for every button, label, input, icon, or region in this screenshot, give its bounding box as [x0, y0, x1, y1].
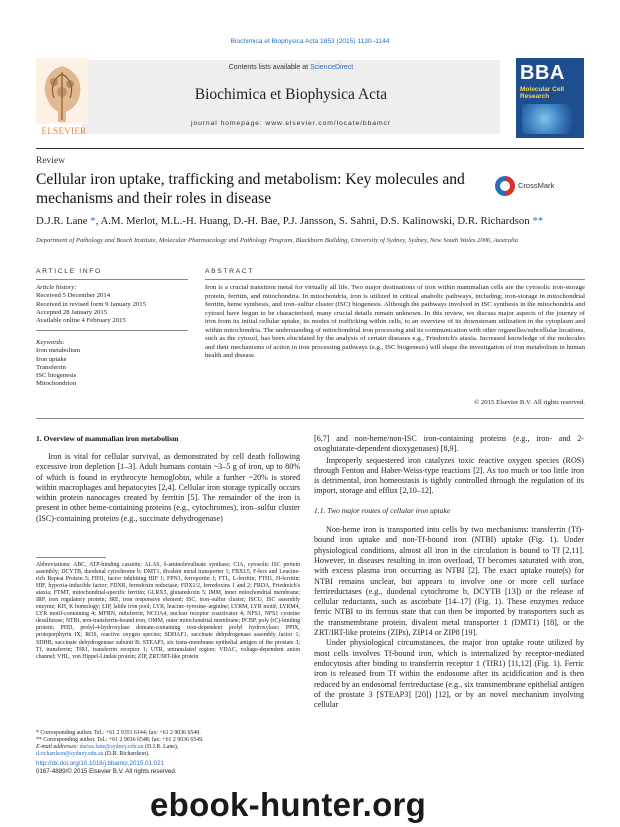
elsevier-wordmark: ELSEVIER — [41, 126, 87, 136]
author-affiliation: Department of Pathology and Bosch Institute, Molecular Pharmacology and Pathology Program, Blackburn Building, University of Sydney, Sydney, New South Wales 2006, Australia — [36, 237, 518, 244]
article-info-heading: ARTICLE INFO — [36, 268, 102, 275]
author-list: D.J.R. Lane *, A.M. Merlot, M.L.-H. Huang, D.-H. Bae, P.J. Jansson, S. Sahni, D.S. Kalinowski, D.R. Richardson ** — [36, 215, 544, 227]
abstract-rule-bottom — [36, 418, 584, 419]
elsevier-tree-logo-icon — [36, 58, 88, 136]
paragraph: Under physiological circumstances, the major iron uptake route utilized by most cells involves Tf-bound iron, which is internalized by receptor-mediated endocytosis after binding to transferrin receptor 1 (TfR1) [11,12] (Fig. 1). Ferric iron is released from Tf within the endosome after its acidification and is then reduced by an endosomal ferrireductase (e.g., six transmembrane epithelial antigen of the prostate 3 [STEAP3] [20]) [12], or by an novel mechanism involving cellular — [314, 638, 584, 710]
keywords-list: Keywords: Iron metabolism Iron uptake Transferrin ISC biogenesis Mitochondrion — [36, 339, 186, 389]
abstract-text: Iron is a crucial transition metal for virtually all life. Two major destinations of iron within mammalian cells are the cytosolic iron-storage protein, ferritin, and mitochondria. In mitochondria, iron is utilized in critical anabolic pathways, including: iron-storage in mitochondrial ferritin, heme synthesis, and iron–sulfur cluster (ISC) biogenesis. Although the pathways involved in ISC synthesis in the mitochondria and cytosol have begun to be characterized, many crucial details remain unknown. In this review, we discuss major aspects of the journey of iron from its initial cellular uptake, its modes of trafficking within cells, to an overview of its downstream utilization in the cytoplasm and within mitochondria. The understanding of mitochondrial iron processing and its communication with other organelles/subcellular locations, such as the cytosol, has been elucidated by the analysis of certain diseases e.g., Friedreich's ataxia. Increased knowledge of the molecules and their mechanisms of action in iron processing pathways (e.g., ISC biogenesis) will shape the investigation of iron metabolism in human health and disease. — [205, 284, 585, 360]
article-title: Cellular iron uptake, trafficking and metabolism: Key molecules and mechanisms and their roles in disease — [36, 171, 465, 207]
history-online: Available online 4 February 2015 — [36, 317, 126, 325]
doi-link[interactable]: http://dx.doi.org/10.1016/j.bbamcr.2015.01.021 — [36, 760, 164, 767]
section-1-heading: 1. Overview of mammalian iron metabolism — [36, 434, 179, 443]
history-received: Received 5 December 2014 — [36, 292, 111, 300]
paragraph: Non-heme iron is transported into cells by two mechanisms: transferrin (Tf)-bound iron uptake and non-Tf-bound iron (NTBI) uptake (Fig. 1). Under physiological conditions, almost all iron in the circulation is bound to Tf [2,11]. However, in diseases resulting in iron overload, Tf becomes saturated with iron, with excess plasma iron occurring as NTBI [2]. The exact uptake route(s) for NTBI remains unclear, but appears to involve one or more cell surface ferrireductases (e.g., duodenal cytochrome b, DCYTB [13]) or the release of cellular reductants, such as ascorbate [14–17] (Fig. 1). These enzymes reduce ferric NTBI to its ferrous state that can then be imported by transporters such as the transmembrane protein, divalent metal transporter 1 (DMT1) [18], or the ZRT/IRT-like proteins (ZIPs), ZIP14 or ZIP8 [19]. — [314, 525, 584, 638]
corresponding-author-mark-1[interactable]: * — [87, 215, 96, 227]
article-history: Article history: Received 5 December 2014 Received in revised form 9 January 2015 Accepted 28 January 2015 Available online 4 February 2015 — [36, 284, 186, 325]
history-accepted: Accepted 28 January 2015 — [36, 308, 108, 316]
paragraph: Iron is vital for cellular survival, as demonstrated by cell death following excessive iron depletion [1–3]. Adult humans contain ~3–5 g of iron, up to 80% of which is found in erythrocyte hemoglobin, while a further ~20% is stored within macrophages and hepatocytes [2,4]. Cellular iron storage typically occurs within protein nanocages created by ferritin [5]. The remainder of the iron is present in other heme-containing proteins (e.g., cytochromes), iron–sulfur cluster (ISC)-containing proteins (e.g., succinate dehydrogenase) — [36, 452, 300, 523]
keyword-item: Iron metabolism — [36, 347, 81, 355]
corresponding-author-1: * Corresponding author. Tel.: +61 2 9351 6144; fax: +61 2 9036 6549. — [36, 730, 201, 736]
header-divider — [36, 148, 584, 149]
article-info-rule — [36, 279, 188, 280]
crossmark-label: CrossMark — [518, 181, 555, 190]
sciencedirect-link[interactable]: ScienceDirect — [310, 64, 354, 71]
issn-line: 0167-4889/© 2015 Elsevier B.V. All rights reserved. — [36, 767, 177, 775]
history-revised: Received in revised form 9 January 2015 — [36, 300, 146, 308]
cover-subtitle: Molecular Cell Research — [520, 86, 565, 100]
abstract-heading: ABSTRACT — [205, 268, 255, 275]
keywords-rule — [36, 330, 188, 331]
journal-citation-link[interactable]: Biochimica et Biophysica Acta 1853 (2015) 1130–1144 — [230, 38, 390, 45]
subsection-heading: 1.1. Two major routes of cellular iron uptake — [314, 505, 451, 515]
journal-title: Biochimica et Biophysica Acta — [194, 86, 388, 103]
body-left-column — [36, 452, 300, 524]
cover-title: BBA — [520, 62, 565, 84]
journal-masthead — [36, 58, 584, 144]
abstract-rule-top — [205, 279, 585, 280]
journal-cover-thumbnail — [516, 58, 584, 138]
keyword-item: Mitochondrion — [36, 380, 77, 388]
watermark — [150, 786, 620, 823]
crossmark-badge[interactable] — [495, 176, 585, 196]
journal-homepage[interactable]: journal homepage: www.elsevier.com/locate/bbamcr — [191, 120, 391, 127]
footnote-rule — [36, 557, 106, 558]
keyword-item: Transferrin — [36, 363, 66, 371]
keyword-item: ISC biogenesis — [36, 372, 77, 380]
crossmark-icon — [495, 176, 515, 196]
article-type: Review — [36, 156, 66, 166]
email-link-richardson[interactable]: d.richardson@sydney.edu.au — [36, 751, 104, 757]
email-addresses-2: d.richardson@sydney.edu.au (D.R. Richardson). — [36, 751, 150, 757]
corresponding-author-mark-2[interactable]: ** — [529, 215, 544, 227]
contents-available-line: Contents lists available at ScienceDirect — [228, 64, 354, 71]
doi-block — [36, 760, 300, 775]
cover-image — [522, 104, 578, 134]
watermark-text: ebook-hunter.org — [150, 786, 427, 823]
abstract-copyright: © 2015 Elsevier B.V. All rights reserved. — [474, 399, 585, 406]
abbreviations-footnote: Abbreviations: ABC, ATP-binding cassette; ALAS, δ-aminolevulinate synthase; CIA, cytosolic ISC protein assembly; DCYTB, duodenal cytochrome b; DMT1, divalent metal transporter 1; FBXL5, F-box and Leucine-rich Repeat Protein 5; FIH1, factor inhibiting HIF 1; FPN1, ferroportin 1; FTL, L-ferritin; FTH1, H-ferritin; HIF, hypoxia-inducible factor; FDXR, ferredoxin reductase; FDX1/2, ferredoxins 1 and 2; FRDA, Friedreich's ataxia; FTMT, mitochondrial-specific ferritin; GLRX5, glutaredoxin 5; IMM, inner mitochondrial membrane; IRP, iron regulatory protein; IRE, iron responsive element; ISC, iron–sulfur cluster; ISCU, ISC assembly enzyme; KH, K homology; LIP, labile iron pool; LYR, leucine–tyrosine–arginine; LYRM, LYR motif; LYRM4, LYR motif-containing 4; MFRN, mitoferrin; NCOA4, nuclear receptor coactivator 4; NFS1, NFS1 cysteine desulfurase; NTBI, non-transferrin-bound iron; OMM, outer mitochondrial membrane; PCBP, poly (rC)-binding protein; PHD, prolyl-4-hydroxylase domain-containing iron-dependent prolyl hydroxylase; PPIX, protoporphyrin IX; ROS, reactive oxygen species; SDHAF1, succinate dehydrogenase assembly factor 1; SDHB, succinate dehydrogenase subunit B; STEAP3, six trans-membrane epithelial antigen of the prostate 3; Tf, transferrin; TfR1, transferrin receptor 1; UTR, untranslated region; VDAC, voltage-dependent anion channel; VHL, von Hippel-Lindau protein; ZIP, ZRT/IRT-like protein — [36, 562, 300, 660]
paragraph: [6,7] and non-heme/non-ISC iron-containing proteins (e.g., iron- and 2-oxoglutarate-dependent dioxygenases) [8,9]. — [314, 434, 584, 454]
keyword-item: Iron uptake — [36, 355, 67, 363]
email-addresses: E-mail addresses: darius.lane@sydney.edu.au (D.J.R. Lane), — [36, 744, 179, 750]
email-link-lane[interactable]: darius.lane@sydney.edu.au — [79, 744, 144, 750]
body-right-column — [314, 434, 584, 710]
corresponding-author-2: ** Corresponding author. Tel.: +61 2 9036 6548; fax: +61 2 9036 6549. — [36, 737, 204, 743]
paragraph: Improperly sequestered iron catalyzes toxic reactive oxygen species (ROS) through Fenton and Haber-Weiss-type reactions [2]. As too much or too little iron is detrimental, iron homeostasis is tightly controlled through the regulation of its import, storage and efflux [2,10–12]. — [314, 455, 584, 496]
